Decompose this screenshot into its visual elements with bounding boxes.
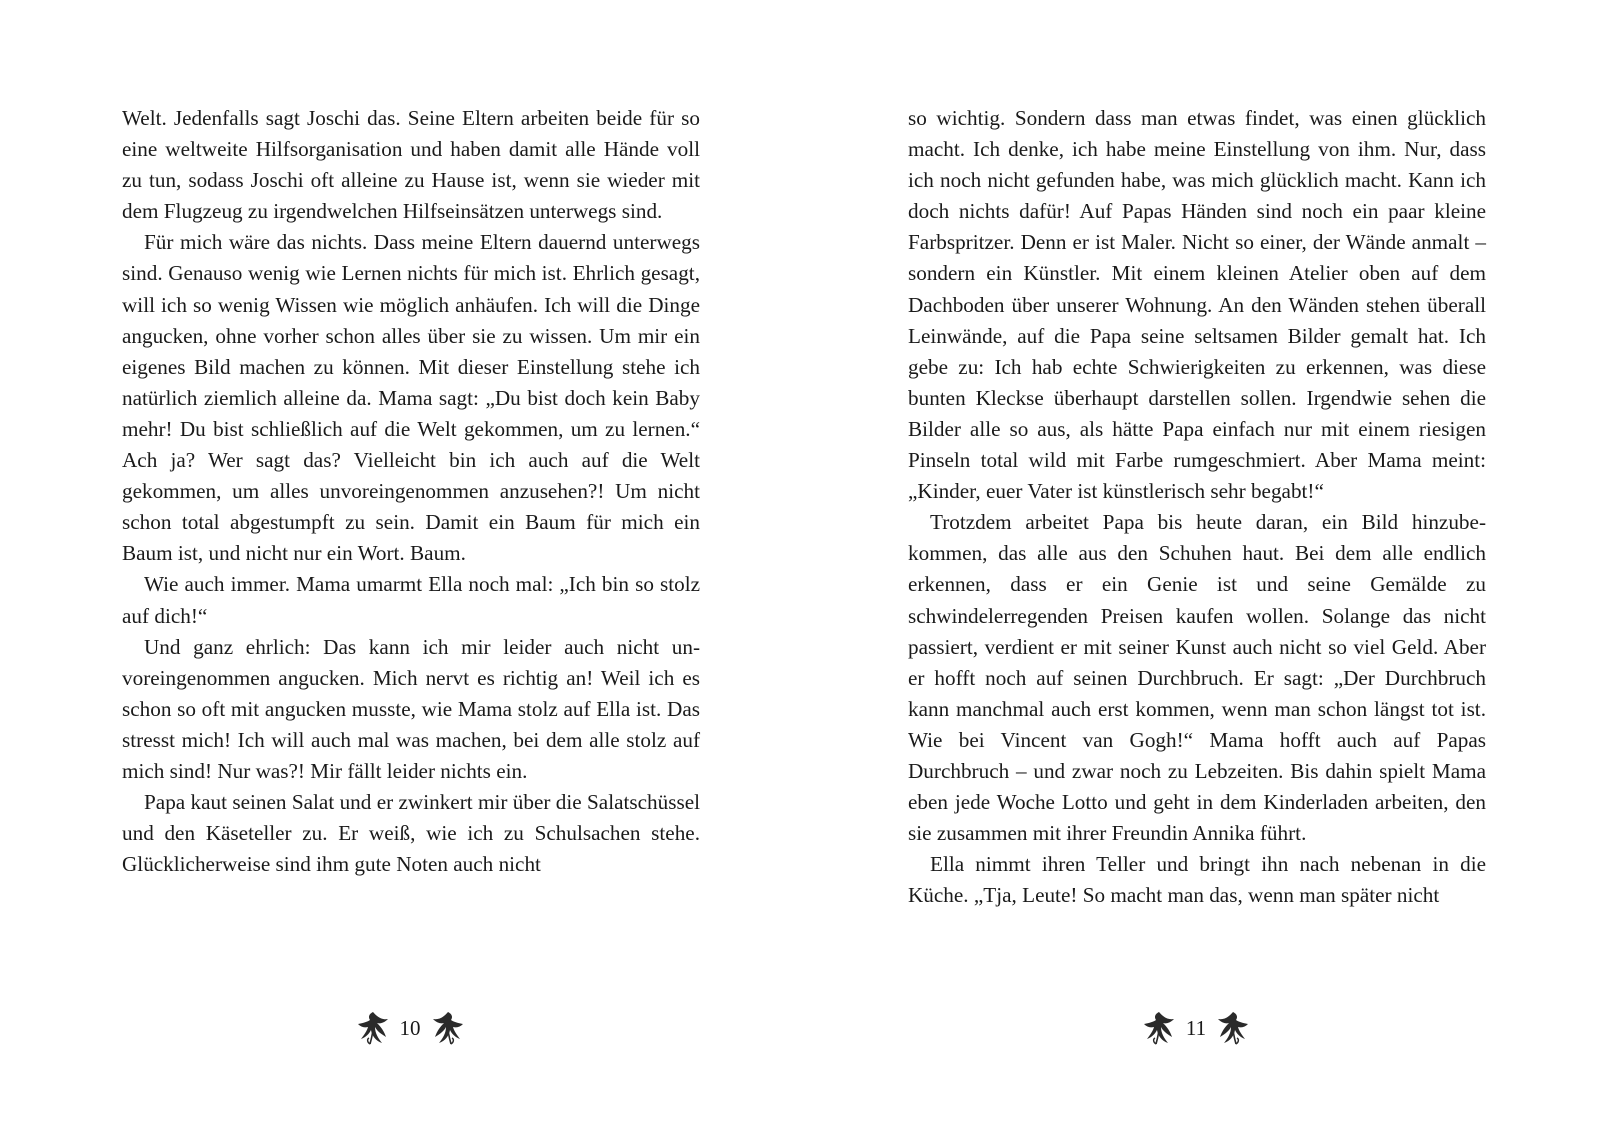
page-number: 11 [1185, 1015, 1207, 1040]
left-page [122, 103, 700, 880]
paragraph: so wichtig. Sondern dass man etwas findet, was einen glücklich macht. Ich denke, ich habe meine Einstellung von ihm. Nur, dass ich noch nicht gefunden habe, was mich glücklich macht. Kann ich doch nichts dafür! Auf Papas Händen sind noch ein paar kleine Farbspritzer. Denn er ist Maler. Nicht so einer, der Wände anmalt – sondern ein Künstler. Mit einem kleinen Atelier oben auf dem Dachboden über unserer Wohnung. An den Wänden stehen überall Leinwände, auf die Papa seine seltsamen Bilder gemalt hat. Ich gebe zu: Ich hab echte Schwierigkeiten zu erkennen, was diese bunten Kleckse überhaupt darstellen sollen. Irgendwie sehen die Bilder alle so aus, als hätte Papa einfach nur mit einem riesigen Pinseln total wild mit Farbe rumgeschmiert. Aber Mama meint: „Kinder, euer Vater ist künstlerisch sehr begabt!“ [908, 106, 1486, 504]
right-page [908, 103, 1486, 911]
page-number: 10 [399, 1015, 421, 1040]
paragraph: Und ganz ehrlich: Das kann ich mir leider auch nicht unvoreingenommen angucken. Mich nervt es richtig an! Weil ich es schon so oft mit angucken musste, wie Mama stolz auf Ella ist. Das stresst mich! Ich will auch mal was machen, bei dem alle stolz auf mich sind! Nur was?! Mir fällt leider nichts ein. [122, 634, 700, 783]
paragraph: Ella nimmt ihren Teller und bringt ihn nach nebenan in die Küche. „Tja, Leute! So macht man das, wenn man später nicht [908, 852, 1486, 908]
paragraph: Welt. Jedenfalls sagt Joschi das. Seine Eltern arbeiten beide für so eine weltweite Hilfsorganisation und haben damit alle Hände voll zu tun, sodass Joschi oft alleine zu Hause ist, wenn sie wieder mit dem Flugzeug zu irgendwelchen Hilfseinsätzen unterwegs sind. [122, 106, 700, 224]
fleuron-icon [431, 1010, 465, 1046]
paragraph: Trotzdem arbeitet Papa bis heute daran, ein Bild hinzubekommen, das alle aus den Schuhen haut. Bei dem alle endlich erkennen, dass er ein Genie ist und seine Gemälde zu schwindelerregenden Preisen kaufen wollen. Solange das nicht passiert, verdient er mit seiner Kunst auch nicht so viel Geld. Aber er hofft noch auf seinen Durchbruch. Er sagt: „Der Durchbruch kann manchmal auch erst kommen, wenn man schon längst tot ist. Wie bei Vincent van Gogh!“ Mama hofft auch auf Papas Durchbruch – und zwar noch zu Lebzeiten. Bis dahin spielt Mama eben jede Woche Lotto und geht in dem Kinderladen arbeiten, den sie zusammen mit ihrer Freundin Annika führt. [908, 510, 1486, 846]
paragraph: Für mich wäre das nichts. Dass meine Eltern dauernd unterwegs sind. Genauso wenig wie Lernen nichts für mich ist. Ehrlich gesagt, will ich so wenig Wissen wie möglich anhäufen. Ich will die Dinge angucken, ohne vorher schon alles über sie zu wissen. Um mir ein eigenes Bild machen zu können. Mit dieser Einstellung stehe ich natürlich ziemlich alleine da. Mama sagt: „Du bist doch kein Baby mehr! Du bist schließlich auf die Welt gekommen, um zu lernen.“ Ach ja? Wer sagt das? Vielleicht bin ich auch auf die Welt gekommen, um alles unvoreingenommen anzusehen?! Um nicht schon total abgestumpft zu sein. Damit ein Baum für mich ein Baum ist, und nicht nur ein Wort. Baum. [122, 230, 700, 566]
page-footer-left [352, 1008, 468, 1048]
page-footer-right [1138, 1008, 1254, 1048]
fleuron-icon [356, 1010, 390, 1046]
fleuron-icon [1142, 1010, 1176, 1046]
paragraph: Wie auch immer. Mama umarmt Ella noch mal: „Ich bin so stolz auf dich!“ [122, 572, 700, 628]
paragraph: Papa kaut seinen Salat und er zwinkert mir über die Salatschüssel und den Käseteller zu. Er weiß, wie ich zu Schulsachen stehe. Glücklicherweise sind ihm gute Noten auch nicht [122, 790, 700, 877]
fleuron-icon [1216, 1010, 1250, 1046]
